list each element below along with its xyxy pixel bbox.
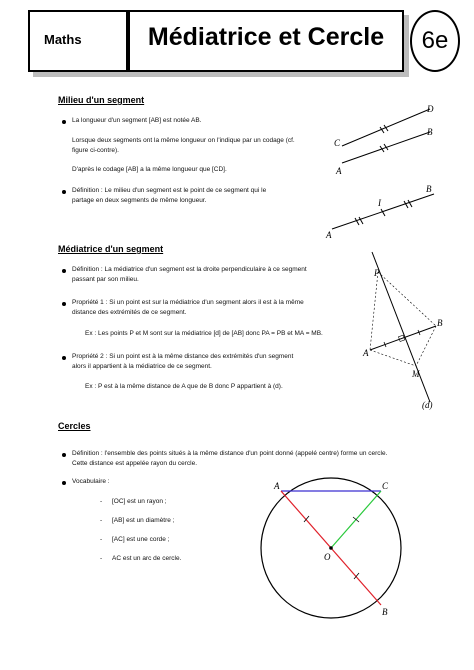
fig1-label-c: C	[334, 138, 341, 148]
fig2-label-i: I	[378, 198, 381, 208]
fig4-label-b: B	[382, 607, 388, 617]
fig4-label-o: O	[324, 552, 331, 562]
circle-figure	[254, 472, 414, 630]
mediatrice-p1b: passant par son milieu.	[72, 276, 139, 283]
center-point	[329, 546, 333, 550]
vocab-item-1: [OC] est un rayon ;	[112, 498, 167, 505]
segments-figure	[330, 100, 440, 180]
mediatrice-p5: Ex : P est à la même distance de A que de B donc P appartient à (d).	[85, 383, 283, 390]
vocab-dash: -	[100, 536, 103, 543]
mediatrice-p2a: Propriété 1 : Si un point est sur la médiatrice d'un segment alors il est à la même	[72, 299, 304, 306]
milieu-p2a: Lorsque deux segments ont la même longueur on l'indique par un codage (cf.	[72, 137, 295, 144]
construction-lines	[370, 272, 436, 366]
fig3-label-a: A	[363, 348, 369, 358]
milieu-p3: D'après le codage [AB] a la même longueur que [CD].	[72, 166, 227, 173]
cercles-p1b: Cette distance est appelée rayon du cercle.	[72, 460, 198, 467]
subject-box	[28, 10, 128, 72]
fig3-label-b: B	[437, 318, 443, 328]
milieu-p4a: Définition : Le milieu d'un segment est le point de ce segment qui le	[72, 187, 267, 194]
bullet	[62, 481, 66, 485]
vocab-item-3: [AC] est une corde ;	[112, 536, 170, 543]
fig4-label-c: C	[382, 481, 389, 491]
bullet	[62, 302, 66, 306]
vocab-dash: -	[100, 498, 103, 505]
section-title-milieu: Milieu d'un segment	[58, 95, 145, 105]
fig2-label-a: A	[326, 230, 332, 238]
bullet	[62, 190, 66, 194]
fig3-label-d: (d)	[422, 400, 433, 410]
fig3-label-m: M	[412, 369, 420, 379]
milieu-p1: La longueur d'un segment [AB] est notée AB.	[72, 117, 202, 124]
midpoint-marks	[355, 200, 412, 225]
title-box	[128, 10, 404, 72]
bullet	[62, 453, 66, 457]
segment-ab	[370, 326, 436, 350]
fig1-label-d: D	[427, 104, 434, 114]
bullet	[62, 356, 66, 360]
page-title: Médiatrice et Cercle	[147, 23, 385, 51]
mediatrice-p4a: Propriété 2 : Si un point est à la même distance des extrémités d'un segment	[72, 353, 294, 360]
fig4-label-a: A	[274, 481, 280, 491]
cercles-p1a: Définition : l'ensemble des points situés à la même distance d'un point donné (appelé centre) forme un cercle.	[72, 450, 388, 457]
vocab-dash: -	[100, 517, 103, 524]
cercles-vocab: Vocabulaire :	[72, 478, 110, 485]
midpoint-figure	[322, 182, 442, 238]
milieu-p2b: figure ci-contre).	[72, 147, 119, 154]
fig1-label-a: A	[336, 166, 342, 176]
perpendicular-bisector	[372, 252, 430, 402]
grade-badge: 6e	[410, 10, 460, 72]
subject-label: Maths	[44, 32, 82, 47]
fig1-label-b: B	[427, 127, 433, 137]
mediatrice-p1a: Définition : La médiatrice d'un segment est la droite perpendiculaire à ce segment	[72, 266, 307, 273]
mediatrice-p3: Ex : Les points P et M sont sur la médiatrice [d] de [AB] donc PA = PB et MA = MB.	[85, 330, 323, 337]
section-title-mediatrice: Médiatrice d'un segment	[58, 244, 164, 254]
milieu-p4b: partage en deux segments de même longueur.	[72, 197, 207, 204]
bullet	[62, 269, 66, 273]
mediatrice-p4b: alors il appartient à la médiatrice de ce segment.	[72, 363, 212, 370]
bullet	[62, 120, 66, 124]
mediatrice-figure	[362, 246, 452, 410]
fig2-label-b: B	[426, 184, 432, 194]
vocab-dash: -	[100, 555, 103, 562]
vocab-item-2: [AB] est un diamètre ;	[112, 517, 175, 524]
fig3-label-p: P	[374, 268, 380, 278]
section-title-cercles: Cercles	[58, 421, 91, 431]
vocab-item-4: AC est un arc de cercle.	[112, 555, 182, 562]
mediatrice-p2b: distance des extrémités de ce segment.	[72, 309, 187, 316]
